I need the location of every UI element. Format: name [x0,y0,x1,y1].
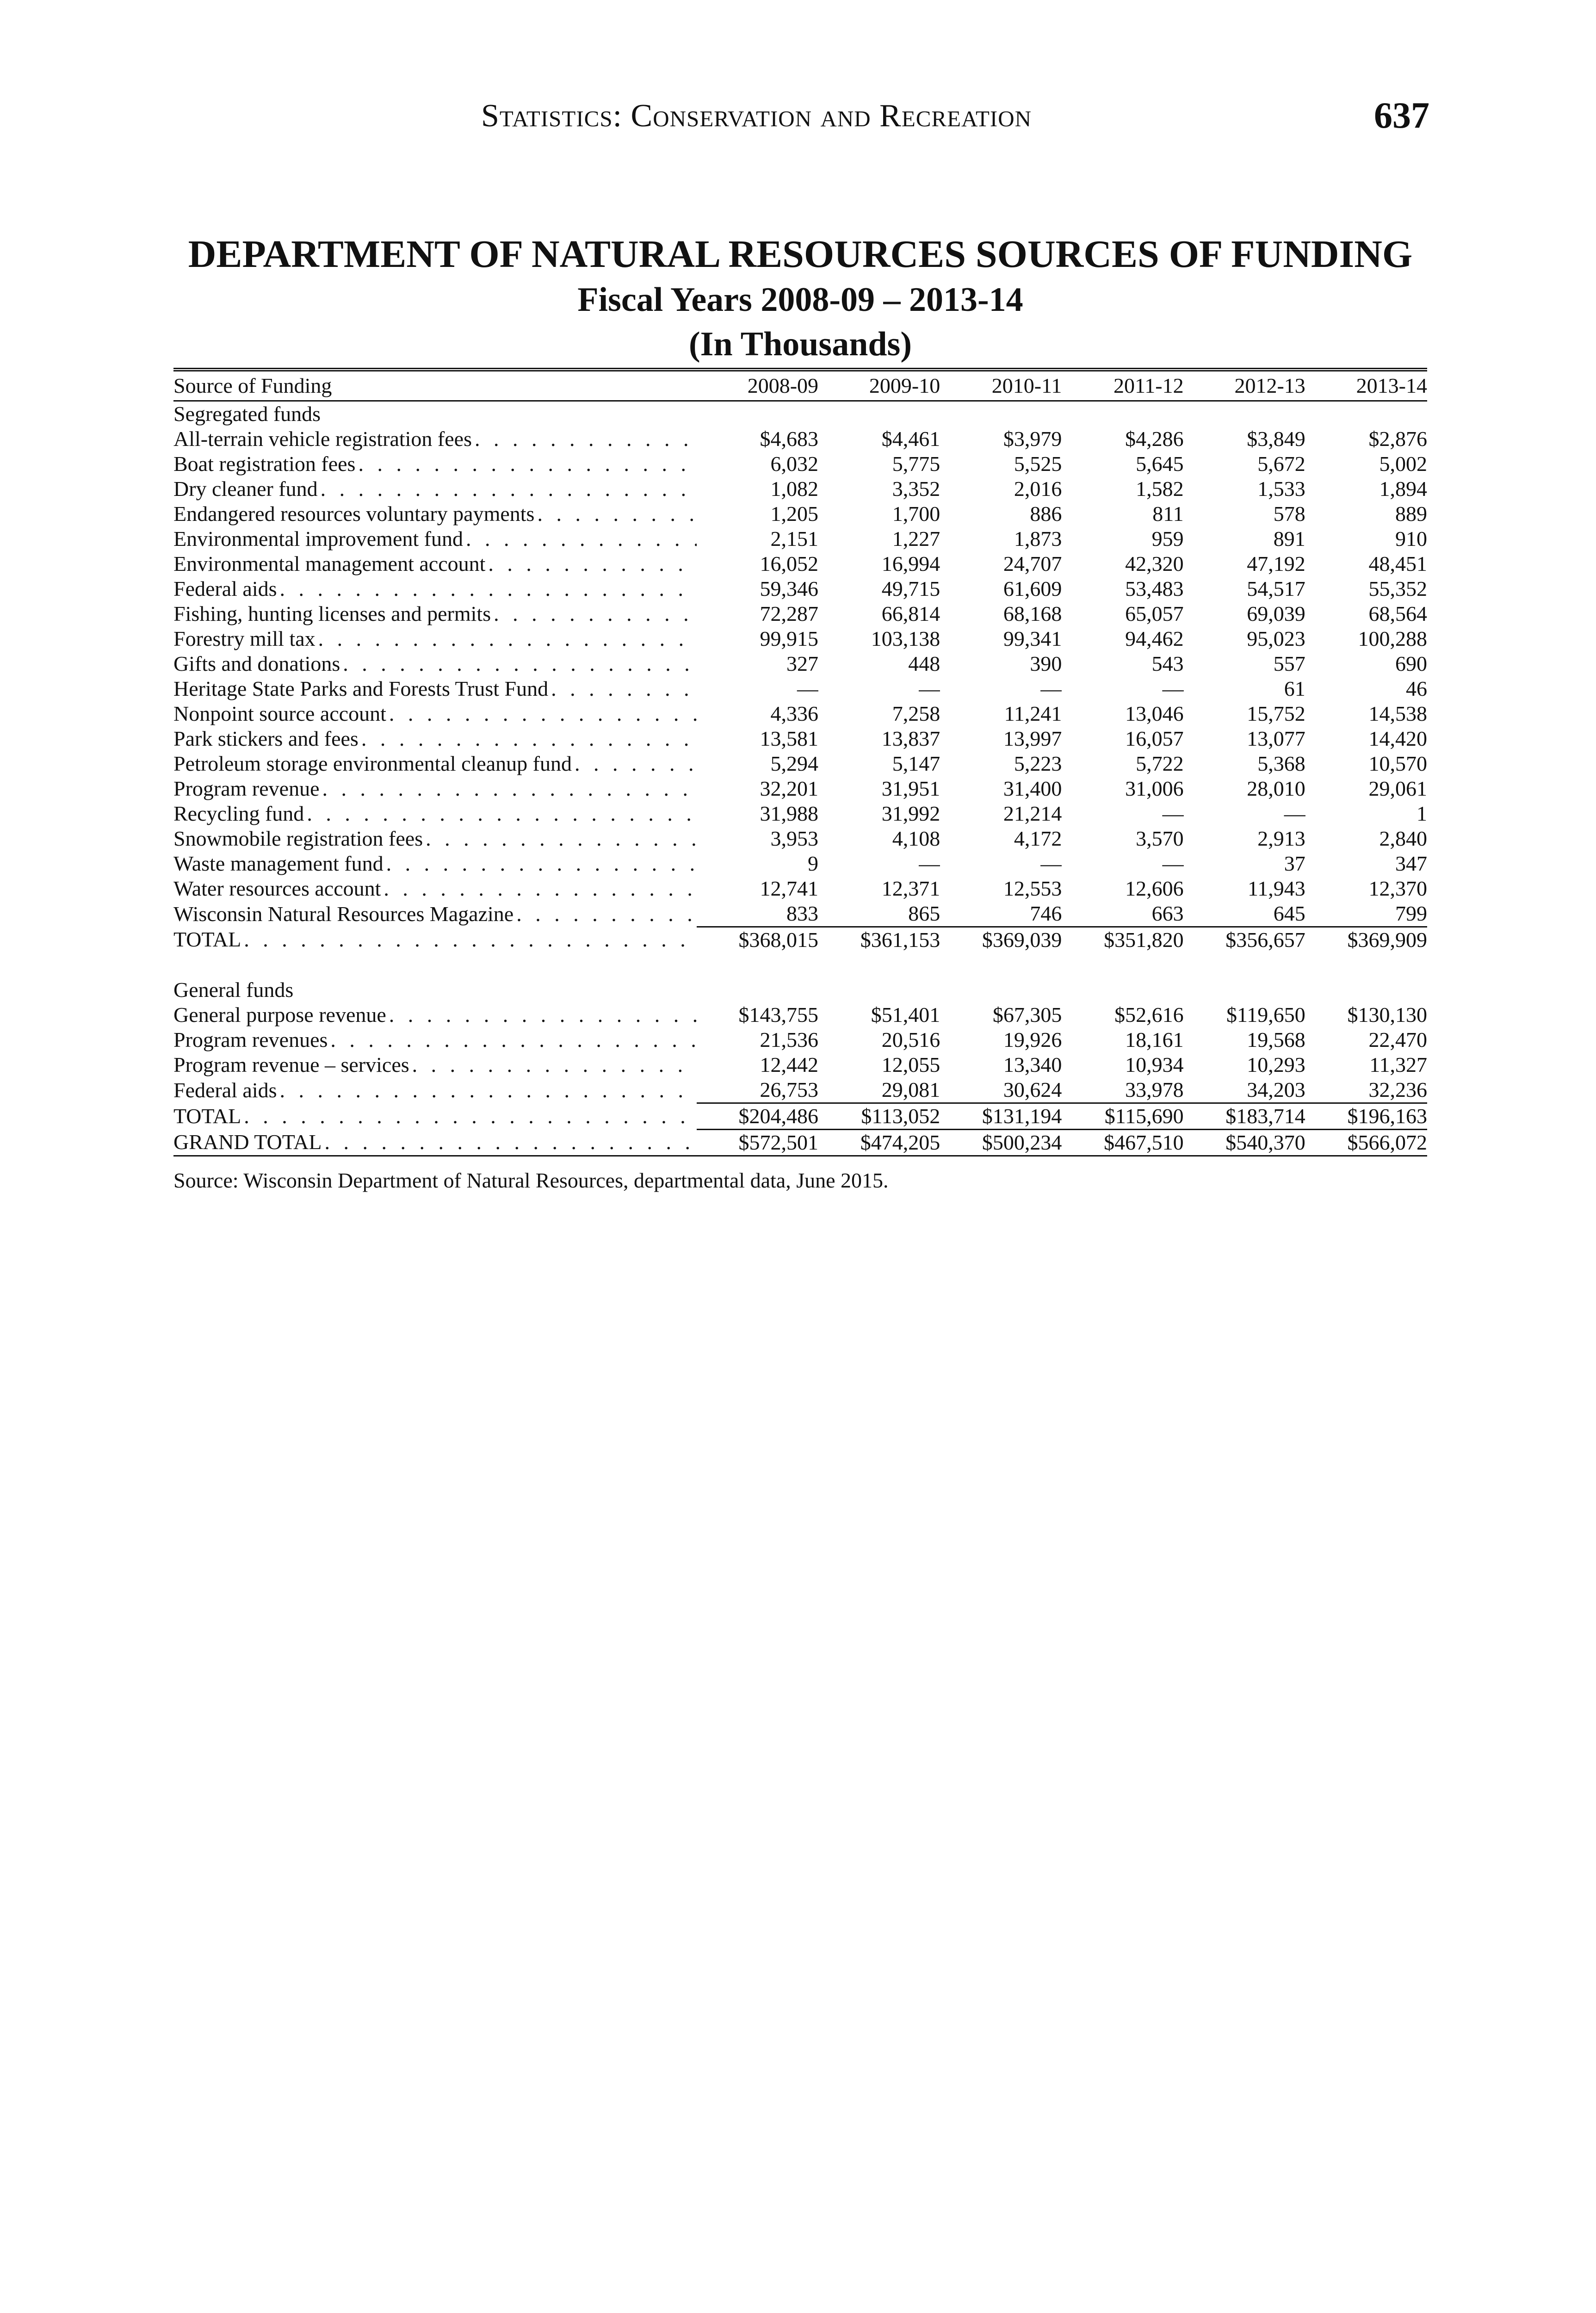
value-cell: 13,046 [1125,702,1184,725]
row-label-cell [173,826,697,851]
value-cell: 2,913 [1257,827,1305,850]
section-heading: General funds [173,978,294,1002]
table-row [173,851,1427,876]
value-cell: $369,039 [982,928,1062,952]
dot-leader [315,626,697,651]
value-cell: 1,894 [1379,477,1427,501]
value-cell: — [1040,852,1062,875]
value-cell: $204,486 [697,1103,818,1130]
value-cell: 53,483 [1125,577,1184,600]
table-row [173,1027,1427,1052]
value-cell: $52,616 [1114,1003,1184,1027]
row-label: Environmental improvement fund [173,527,463,550]
table-row [173,526,1427,551]
value-cell: 12,370 [1368,877,1427,900]
value-cell: $130,130 [1347,1003,1427,1027]
value-cell: 811 [1152,502,1184,526]
row-label: Program revenues [173,1028,328,1051]
value-cell: 21,536 [760,1028,819,1051]
value-cell: — [1162,677,1184,700]
value-cell: 18,161 [1125,1028,1184,1051]
row-label-cell [173,1002,697,1027]
value-cell: 34,203 [1184,1077,1305,1103]
dot-leader [463,526,697,551]
dot-leader [355,451,696,476]
value-cell: $4,683 [760,427,819,451]
table-row [173,701,1427,726]
value-cell: 21,214 [1003,802,1062,825]
dot-leader [322,1130,696,1155]
row-label-cell [173,701,697,726]
value-cell: 5,722 [1136,752,1184,775]
value-cell: 33,978 [1062,1077,1183,1103]
value-cell: 103,138 [871,627,940,650]
page-number: 637 [1374,95,1429,136]
value-cell: 746 [940,901,1062,927]
value-cell: 886 [1030,502,1062,526]
dot-leader [320,776,697,801]
value-cell: 2,840 [1379,827,1427,850]
value-cell: 47,192 [1247,552,1305,575]
value-cell: 5,672 [1257,452,1305,476]
value-cell: $113,052 [818,1103,940,1130]
value-cell: 19,926 [1003,1028,1062,1051]
row-label: Waste management fund [173,852,384,875]
value-cell: 69,039 [1247,602,1305,625]
row-label-cell [173,501,697,526]
value-cell: $361,153 [860,928,940,952]
section-heading: Segregated funds [173,402,321,426]
value-cell: 31,992 [881,802,940,825]
value-cell: 31,988 [760,802,819,825]
table-row [173,676,1427,701]
value-cell: $3,849 [1247,427,1305,451]
value-cell: 12,553 [1003,877,1062,900]
dot-leader [277,576,697,601]
row-label-cell [173,776,697,801]
value-cell: 11,241 [1004,702,1062,725]
value-cell: $572,501 [697,1130,818,1156]
table-row [173,776,1427,801]
funding-table [173,368,1427,1156]
value-cell: 12,741 [760,877,819,900]
value-cell: 959 [1151,527,1184,550]
dot-leader [386,701,697,726]
value-cell: 645 [1184,901,1305,927]
value-cell: 891 [1273,527,1305,550]
row-label-cell [173,901,697,927]
value-cell: 68,564 [1368,602,1427,625]
row-label: Environmental management account [173,552,486,575]
value-cell: 578 [1273,502,1305,526]
value-cell: 48,451 [1368,552,1427,575]
table-row [173,726,1427,751]
row-label-cell [173,851,697,876]
value-cell: $3,979 [1003,427,1062,451]
value-cell: 32,236 [1305,1077,1427,1103]
value-cell: 61,609 [1003,577,1062,600]
table-row [173,1052,1427,1077]
row-label: Dry cleaner fund [173,477,318,501]
value-cell: 663 [1062,901,1183,927]
value-cell: 4,336 [770,702,819,725]
value-cell: 5,775 [892,452,940,476]
value-cell: 448 [908,652,940,675]
table-units: (In Thousands) [689,325,912,363]
table-body [173,401,1427,1156]
column-header-year: 2008-09 [697,370,818,401]
row-label: Nonpoint source account [173,702,386,725]
value-cell: 16,057 [1125,727,1184,750]
value-cell: 13,837 [881,727,940,750]
value-cell: 12,442 [760,1053,819,1076]
value-cell: — [1040,677,1062,700]
value-cell: $67,305 [992,1003,1062,1027]
row-label: Federal aids [173,577,277,600]
value-cell: 31,951 [881,777,940,800]
value-cell: 889 [1395,502,1427,526]
value-cell: 46 [1406,677,1427,700]
table-row [173,551,1427,576]
row-label-cell [173,451,697,476]
value-cell: $467,510 [1062,1130,1183,1156]
table-row [173,876,1427,901]
row-label-cell [173,726,697,751]
value-cell: 799 [1305,901,1427,927]
dot-leader [491,601,697,626]
value-cell: 16,052 [760,552,819,575]
value-cell: $51,401 [871,1003,940,1027]
value-cell: 2,016 [1014,477,1062,501]
row-label-cell [173,1052,697,1077]
value-cell: $4,461 [881,427,940,451]
value-cell: 557 [1273,652,1305,675]
dot-leader [359,726,697,751]
row-label: Boat registration fees [173,452,356,476]
row-label: TOTAL [173,928,241,952]
value-cell: 1,205 [770,502,819,526]
row-label: Petroleum storage environmental cleanup fund [173,752,572,775]
value-cell: $2,876 [1368,427,1427,451]
value-cell: $131,194 [940,1103,1062,1130]
value-cell: 55,352 [1368,577,1427,600]
row-label-cell [173,551,697,576]
value-cell: 29,061 [1368,777,1427,800]
table-row [173,801,1427,826]
value-cell: 5,147 [892,752,940,775]
row-label: Park stickers and fees [173,727,359,750]
table-row [173,1002,1427,1027]
row-label: Gifts and donations [173,652,340,675]
dot-leader [241,1104,697,1129]
row-label: Recycling fund [173,802,304,825]
value-cell: 31,400 [1003,777,1062,800]
value-cell: 11,327 [1369,1053,1427,1076]
value-cell: 42,320 [1125,552,1184,575]
value-cell: 5,223 [1014,752,1062,775]
value-cell: 3,570 [1136,827,1184,850]
value-cell: 5,368 [1257,752,1305,775]
table-title: DEPARTMENT OF NATURAL RESOURCES SOURCES OF FUNDING [188,233,1413,276]
value-cell: 11,943 [1247,877,1305,900]
row-label-cell [173,927,697,953]
column-header-source: Source of Funding [173,370,697,401]
value-cell: 3,953 [770,827,819,850]
section-general-heading [173,977,1427,1002]
row-label-cell [173,751,697,776]
value-cell: 95,023 [1247,627,1305,650]
value-cell: 72,287 [760,602,819,625]
table-row [173,476,1427,501]
row-label-cell [173,876,697,901]
table-subtitle: Fiscal Years 2008-09 – 2013-14 [577,281,1023,319]
column-header-year: 2012-13 [1184,370,1305,401]
value-cell: — [1162,852,1184,875]
row-label: Wisconsin Natural Resources Magazine [173,902,514,926]
value-cell: $356,657 [1225,928,1305,952]
value-cell: $143,755 [738,1003,819,1027]
value-cell: 94,462 [1125,627,1184,650]
value-cell: 910 [1395,527,1427,550]
value-cell: $474,205 [818,1130,940,1156]
grand-total-row [173,1130,1427,1156]
row-label: Endangered resources voluntary payments [173,502,535,526]
value-cell: $183,714 [1184,1103,1305,1130]
value-cell: 59,346 [760,577,819,600]
row-label: TOTAL [173,1104,241,1128]
row-label-cell [173,1077,697,1103]
table-row [173,751,1427,776]
dot-leader [534,501,696,526]
value-cell: 99,341 [1003,627,1062,650]
row-label-cell [173,526,697,551]
dot-leader [386,1002,697,1027]
value-cell: 37 [1284,852,1305,875]
value-cell: — [1162,802,1184,825]
value-cell: 10,570 [1368,752,1427,775]
dot-leader [304,801,697,826]
value-cell: $119,650 [1226,1003,1305,1027]
dot-leader [548,676,697,701]
row-label: Water resources account [173,877,381,900]
row-label-cell [173,1027,697,1052]
value-cell: 5,645 [1136,452,1184,476]
row-label-cell [173,676,697,701]
value-cell: 6,032 [770,452,819,476]
dot-leader [328,1027,696,1052]
value-cell: $4,286 [1125,427,1184,451]
row-label: Program revenue [173,777,320,800]
row-label: All-terrain vehicle registration fees [173,427,472,451]
table-row [173,576,1427,601]
dot-leader [409,1052,697,1077]
value-cell: 2,151 [770,527,819,550]
value-cell: 12,606 [1125,877,1184,900]
row-label-cell [173,601,697,626]
value-cell: 5,525 [1014,452,1062,476]
value-cell: 13,581 [760,727,819,750]
value-cell: 24,707 [1003,552,1062,575]
table-row [173,901,1427,927]
row-label-cell [173,626,697,651]
funding-table-container [173,368,1427,1156]
value-cell: 865 [818,901,940,927]
dot-leader [513,902,697,927]
value-cell: 68,168 [1003,602,1062,625]
value-cell: 16,994 [881,552,940,575]
dot-leader [277,1078,697,1103]
value-cell: $115,690 [1062,1103,1183,1130]
value-cell: 5,002 [1379,452,1427,476]
source-note: Source: Wisconsin Department of Natural Resources, departmental data, June 2015. [173,1169,889,1192]
value-cell: — [797,677,819,700]
value-cell: $566,072 [1305,1130,1427,1156]
column-header-year: 2013-14 [1305,370,1427,401]
value-cell: 14,420 [1368,727,1427,750]
value-cell: 347 [1395,852,1427,875]
table-row [173,826,1427,851]
value-cell: 100,288 [1358,627,1427,650]
value-cell: 1,700 [892,502,940,526]
row-label: Snowmobile registration fees [173,827,423,850]
value-cell: 13,997 [1003,727,1062,750]
value-cell: 5,294 [770,752,819,775]
row-label: Forestry mill tax [173,627,315,650]
table-row [173,451,1427,476]
value-cell: 19,568 [1247,1028,1305,1051]
row-label: GRAND TOTAL [173,1130,322,1154]
value-cell: 66,814 [881,602,940,625]
value-cell: $368,015 [738,928,819,952]
value-cell: — [919,852,940,875]
dot-leader [241,927,697,952]
row-label-cell [173,1103,697,1130]
row-label-cell [173,427,697,451]
value-cell: 7,258 [892,702,940,725]
row-label-cell [173,476,697,501]
value-cell: 15,752 [1247,702,1305,725]
value-cell: 65,057 [1125,602,1184,625]
dot-leader [381,876,696,901]
dot-leader [384,851,697,876]
value-cell: 20,516 [881,1028,940,1051]
row-label: Fishing, hunting licenses and permits [173,602,491,625]
value-cell: 29,081 [818,1077,940,1103]
dot-leader [318,476,697,501]
column-header-year: 2010-11 [940,370,1062,401]
value-cell: — [919,677,940,700]
value-cell: $540,370 [1184,1130,1305,1156]
value-cell: 1 [1417,802,1427,825]
value-cell: 4,108 [892,827,940,850]
value-cell: 1,873 [1014,527,1062,550]
table-row [173,601,1427,626]
value-cell: 14,538 [1368,702,1427,725]
table-row [173,651,1427,676]
value-cell: 12,371 [881,877,940,900]
dot-leader [423,826,697,851]
value-cell: 28,010 [1247,777,1305,800]
dot-leader [572,751,697,776]
value-cell: 4,172 [1014,827,1062,850]
value-cell: 10,293 [1247,1053,1305,1076]
dot-leader [340,651,697,676]
value-cell: 10,934 [1125,1053,1184,1076]
value-cell: 49,715 [881,577,940,600]
row-label: Program revenue – services [173,1053,409,1076]
value-cell: 54,517 [1247,577,1305,600]
total-row-general [173,1103,1427,1130]
value-cell: 1,582 [1136,477,1184,501]
value-cell: $196,163 [1305,1103,1427,1130]
row-label-cell [173,801,697,826]
value-cell: 13,340 [1003,1053,1062,1076]
row-label-cell [173,576,697,601]
row-label: General purpose revenue [173,1003,386,1027]
row-label-cell [173,651,697,676]
value-cell: 3,352 [892,477,940,501]
value-cell: 1,533 [1257,477,1305,501]
value-cell: 13,077 [1247,727,1305,750]
value-cell: 390 [1030,652,1062,675]
value-cell: 26,753 [697,1077,818,1103]
value-cell: 543 [1151,652,1184,675]
table-row [173,427,1427,451]
dot-leader [485,551,696,576]
row-label-cell [173,1130,697,1156]
value-cell: $351,820 [1104,928,1184,952]
column-header-year: 2011-12 [1062,370,1183,401]
value-cell: 12,055 [881,1053,940,1076]
table-row [173,1077,1427,1103]
total-row-segregated [173,927,1427,953]
spacer-row [173,952,1427,977]
value-cell: $369,909 [1347,928,1427,952]
value-cell: 327 [786,652,819,675]
column-header-year: 2009-10 [818,370,940,401]
value-cell: 690 [1395,652,1427,675]
value-cell: 61 [1284,677,1305,700]
value-cell: 833 [697,901,818,927]
value-cell: $500,234 [940,1130,1062,1156]
running-title: Statistics: Conservation and Recreation [481,98,1032,134]
value-cell: 99,915 [760,627,819,650]
table-row [173,501,1427,526]
page-header [481,95,1429,146]
value-cell: — [1284,802,1305,825]
table-titles [176,231,1425,366]
value-cell: 1,227 [892,527,940,550]
value-cell: 30,624 [940,1077,1062,1103]
value-cell: 22,470 [1368,1028,1427,1051]
dot-leader [472,427,697,451]
row-label: Federal aids [173,1078,277,1102]
section-segregated-heading [173,401,1427,427]
table-row [173,626,1427,651]
value-cell: 31,006 [1125,777,1184,800]
table-header-row [173,370,1427,401]
value-cell: 9 [808,852,819,875]
row-label: Heritage State Parks and Forests Trust Fund [173,677,549,700]
value-cell: 32,201 [760,777,819,800]
value-cell: 1,082 [770,477,819,501]
